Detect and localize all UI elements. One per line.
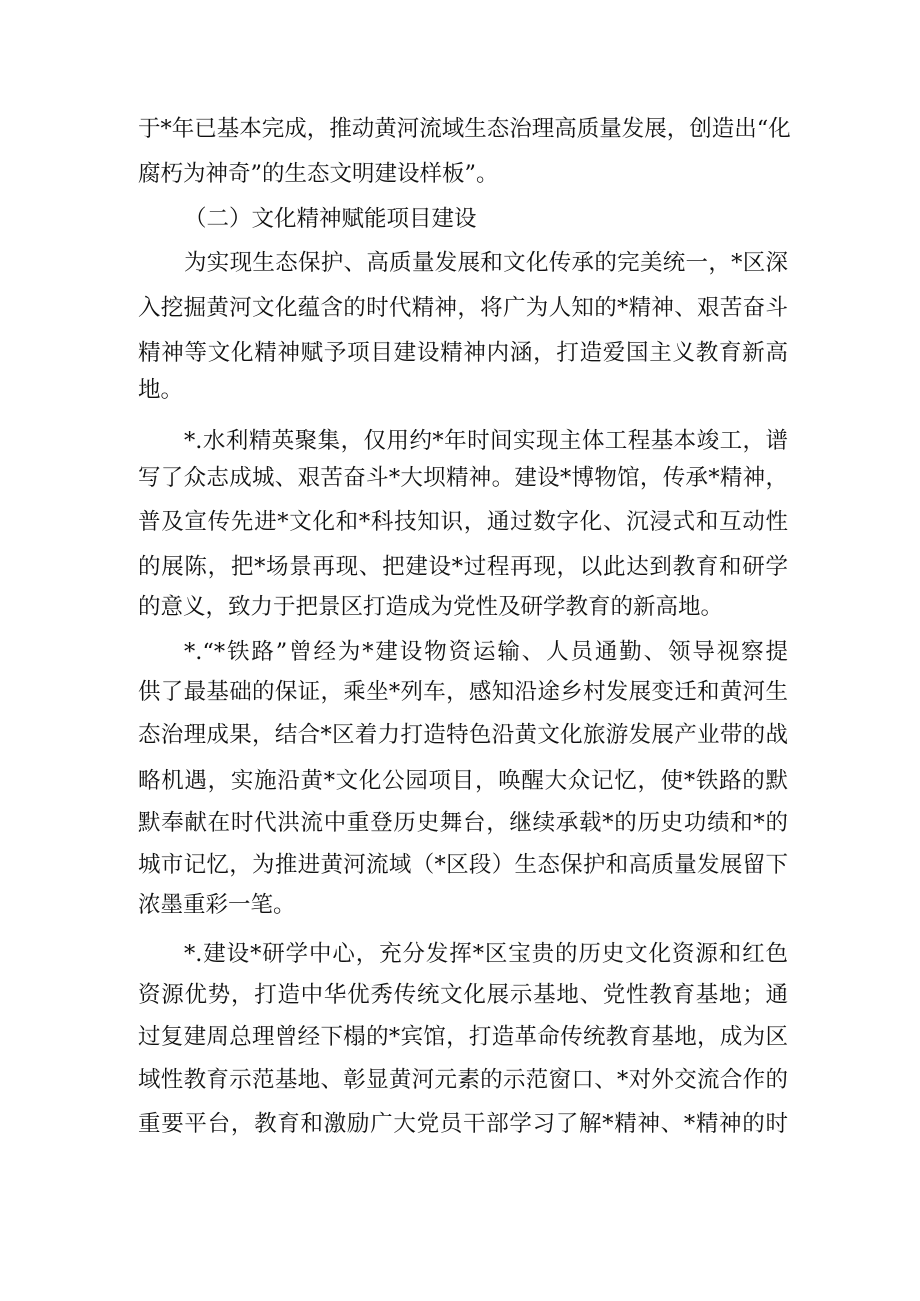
paragraph-line: 资源优势，打造中华优秀传统文化展示基地、党性教育基地；通 <box>138 982 788 1008</box>
paragraph-line: 重要平台，教育和激励广大党员干部学习了解*精神、*精神的时 <box>138 1111 788 1137</box>
paragraph-line: 的展陈，把*场景再现、把建设*过程再现，以此达到教育和研学 <box>138 554 788 580</box>
paragraph-line: 地。 <box>138 377 184 403</box>
paragraph-line: 供了最基础的保证，乘坐*列车，感知沿途乡村发展变迁和黄河生 <box>138 679 788 705</box>
paragraph-line: *.“*铁路”曾经为*建设物资运输、人员通勤、领导视察提 <box>184 639 788 665</box>
paragraph-line: 浓墨重彩一笔。 <box>138 892 296 918</box>
paragraph-line: 略机遇，实施沿黄*文化公园项目，唤醒大众记忆，使*铁路的默 <box>138 768 788 794</box>
section-heading: （二）文化精神赋能项目建设 <box>184 206 477 232</box>
paragraph-line: 城市记忆，为推进黄河流域（*区段）生态保护和高质量发展留下 <box>138 852 788 878</box>
paragraph-line: 默奉献在时代洪流中重登历史舞台，继续承载*的历史功绩和*的 <box>138 810 788 836</box>
paragraph-line: 入挖掘黄河文化蕴含的时代精神，将广为人知的*精神、艰苦奋斗 <box>138 295 788 321</box>
paragraph-line: 精神等文化精神赋予项目建设精神内涵，打造爱国主义教育新高 <box>138 340 788 366</box>
paragraph-line: 写了众志成城、艰苦奋斗*大坝精神。建设*博物馆，传承*精神， <box>138 465 788 491</box>
paragraph-line: *.建设*研学中心，充分发挥*区宝贵的历史文化资源和红色 <box>184 941 788 967</box>
paragraph-line: 态治理成果，结合*区着力打造特色沿黄文化旅游发展产业带的战 <box>138 722 788 748</box>
paragraph-line: 腐朽为神奇”的生态文明建设样板”。 <box>138 161 499 187</box>
paragraph-line: 普及宣传先进*文化和*科技知识，通过数字化、沉浸式和互动性 <box>138 509 788 535</box>
paragraph-line: 域性教育示范基地、彰显黄河元素的示范窗口、*对外交流合作的 <box>138 1067 788 1093</box>
paragraph-line: *.水利精英聚集，仅用约*年时间实现主体工程基本竣工，谱 <box>184 428 788 454</box>
paragraph-line: 于*年已基本完成，推动黄河流域生态治理高质量发展，创造出“化 <box>138 116 791 142</box>
paragraph-line: 的意义，致力于把景区打造成为党性及研学教育的新高地。 <box>138 594 724 620</box>
paragraph-line: 过复建周总理曾经下榻的*宾馆，打造革命传统教育基地，成为区 <box>138 1024 788 1050</box>
paragraph-line: 为实现生态保护、高质量发展和文化传承的完美统一，*区深 <box>184 250 788 276</box>
